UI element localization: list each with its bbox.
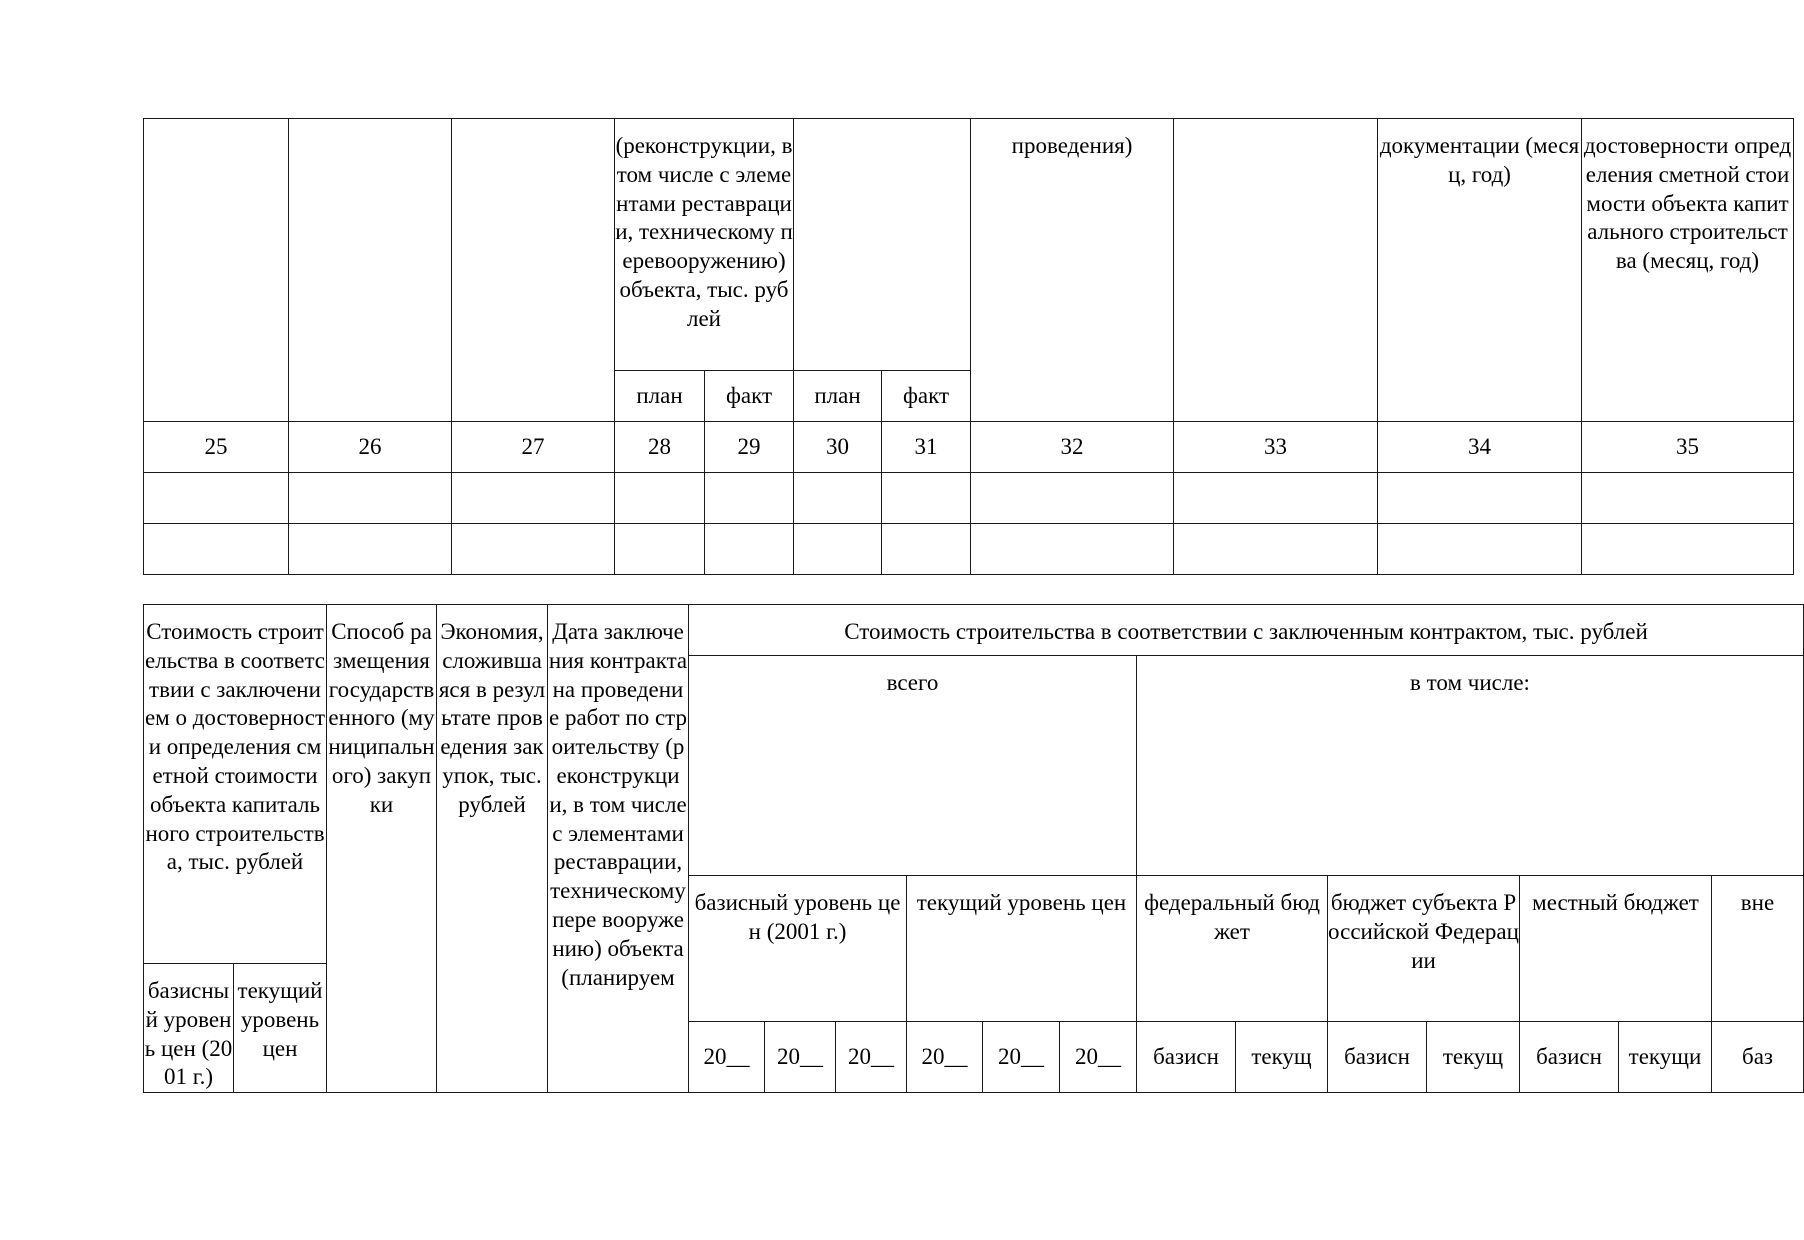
col-number: 34 (1378, 422, 1582, 473)
cell (452, 473, 615, 524)
subheader-plan: план (615, 371, 705, 422)
cell (971, 473, 1174, 524)
col-number: 27 (452, 422, 615, 473)
header-extrabudget: вне (1712, 876, 1804, 1022)
cell (1582, 473, 1794, 524)
level-cell: базисн (1328, 1021, 1427, 1093)
header-subject-budget: бюджет субъекта Российской Федерации (1328, 876, 1520, 1022)
cell (144, 524, 289, 575)
cell (615, 473, 705, 524)
col-number: 33 (1174, 422, 1378, 473)
level-cell: текущ (1236, 1021, 1328, 1093)
level-cell: базисн (1137, 1021, 1236, 1093)
column-number-row (144, 422, 1794, 473)
cell (452, 524, 615, 575)
cell (794, 524, 882, 575)
subheader-fact: факт (705, 371, 794, 422)
header-base-level: базисный уровень цен (2001 г.) (144, 964, 234, 1093)
header-cost-expertise: Стоимость строительства в соответствии с заключением о достоверности определения сметной стоимости объекта капитального строительства, тыс. рублей (144, 605, 327, 964)
header-current-level: текущий уровень цен (234, 964, 327, 1093)
cell (144, 473, 289, 524)
header-col25 (144, 119, 289, 422)
header-col27 (452, 119, 615, 422)
header-current-prices: текущий уровень цен (907, 876, 1137, 1022)
year-cell: 20__ (765, 1021, 836, 1093)
cell (794, 473, 882, 524)
col-number: 31 (882, 422, 971, 473)
header-total: всего (689, 656, 1137, 876)
header-base-2001: базисный уровень цен (2001 г.) (689, 876, 907, 1022)
header-savings: Экономия, сложившаяся в результате проведения закупок, тыс. рублей (437, 605, 548, 1093)
col-number: 35 (1582, 422, 1794, 473)
col-number: 25 (144, 422, 289, 473)
header-col33 (1174, 119, 1378, 422)
cell (289, 524, 452, 575)
year-cell: 20__ (1060, 1021, 1137, 1093)
header-col28-29: (реконструкции, в том числе с элементами реставрации, техническому перевооружению) объекта, тыс. рублей (615, 119, 794, 371)
cell (882, 524, 971, 575)
cell (971, 524, 1174, 575)
cell (1174, 524, 1378, 575)
header-col35: достоверности определения сметной стоимости объекта капитального строительства (месяц, год) (1582, 119, 1794, 422)
col-number: 29 (705, 422, 794, 473)
header-col26 (289, 119, 452, 422)
level-cell: баз (1712, 1021, 1804, 1093)
header-contract-date: Дата заключения контракта на проведение работ по строительству (реконструкции, в том числе с элементами реставрации, техническому пере вооружению) объекта (планируем (548, 605, 689, 1093)
table-row (144, 473, 1794, 524)
year-cell: 20__ (689, 1021, 765, 1093)
col-number: 32 (971, 422, 1174, 473)
col-number: 26 (289, 422, 452, 473)
top-table (143, 118, 1794, 575)
subheader-plan-2: план (794, 371, 882, 422)
cell (705, 524, 794, 575)
header-col34: документации (месяц, год) (1378, 119, 1582, 422)
table-row (144, 524, 1794, 575)
subheader-fact-2: факт (882, 371, 971, 422)
header-contract-cost: Стоимость строительства в соответствии с заключенным контрактом, тыс. рублей (689, 605, 1804, 656)
col-number: 28 (615, 422, 705, 473)
header-procurement-method: Способ размещения государственного (муниципального) закупки (327, 605, 437, 1093)
level-cell: текущи (1619, 1021, 1712, 1093)
cell (289, 473, 452, 524)
cell (882, 473, 971, 524)
cell (615, 524, 705, 575)
cell (1378, 473, 1582, 524)
header-including: в том числе: (1137, 656, 1804, 876)
cell (705, 473, 794, 524)
header-federal-budget: федеральный бюджет (1137, 876, 1328, 1022)
bottom-table (143, 604, 1804, 1093)
cell (1582, 524, 1794, 575)
year-cell: 20__ (983, 1021, 1060, 1093)
header-col32: проведения) (971, 119, 1174, 422)
level-cell: базисн (1520, 1021, 1619, 1093)
col-number: 30 (794, 422, 882, 473)
level-cell: текущ (1427, 1021, 1520, 1093)
cell (1174, 473, 1378, 524)
year-cell: 20__ (836, 1021, 907, 1093)
header-col30-31 (794, 119, 971, 371)
header-local-budget: местный бюджет (1520, 876, 1712, 1022)
year-cell: 20__ (907, 1021, 983, 1093)
cell (1378, 524, 1582, 575)
